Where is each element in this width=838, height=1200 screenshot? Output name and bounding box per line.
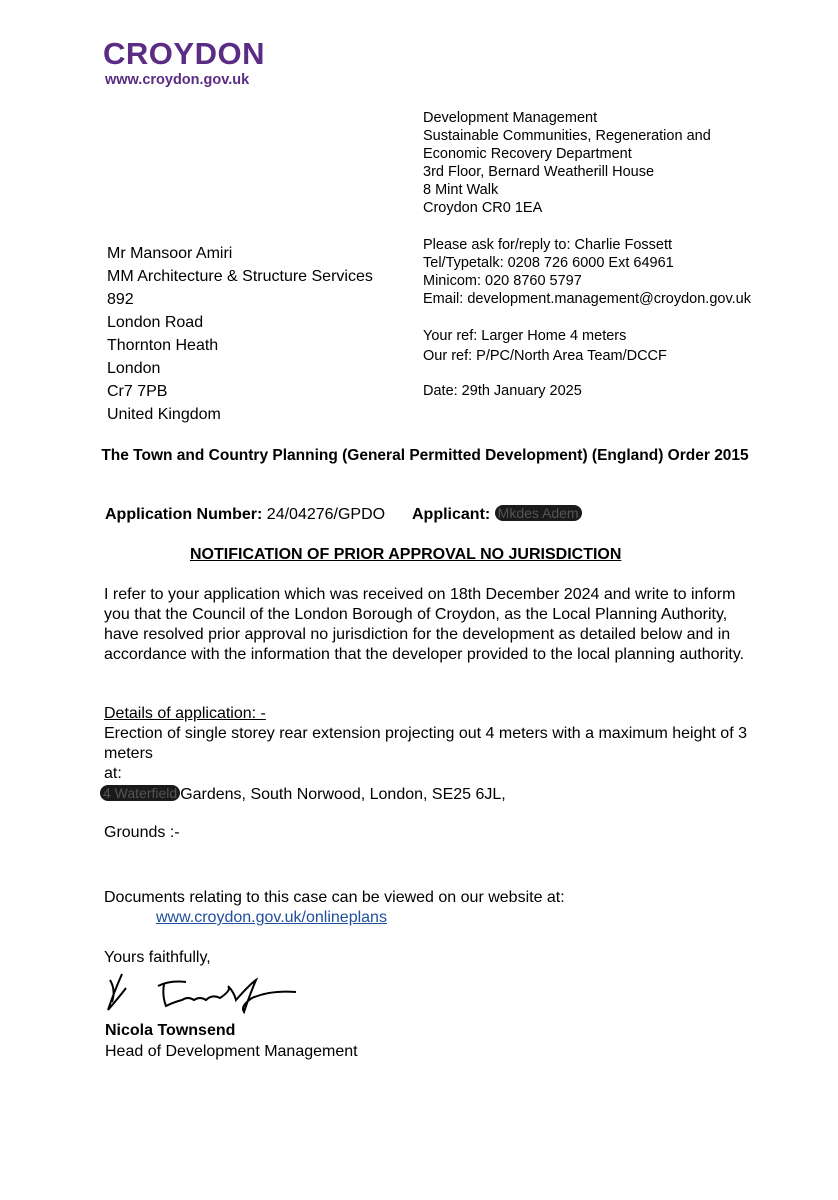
applicant-label: Applicant:: [412, 506, 491, 523]
details-at-label: at:: [104, 765, 122, 782]
application-line: [105, 505, 582, 525]
order-title: The Town and Country Planning (General Permitted Development) (England) Order 2015: [101, 447, 749, 464]
croydon-logo-wordmark: CROYDON: [103, 36, 265, 71]
contact-line: Tel/Typetalk: 0208 726 6000 Ext 64961: [423, 255, 674, 271]
applicant-name-redacted: Mkdes Adem: [495, 505, 582, 521]
recipient-line: MM Architecture & Structure Services: [107, 268, 373, 285]
sender-address-line: Development Management: [423, 110, 598, 126]
croydon-logo-url: www.croydon.gov.uk: [105, 72, 250, 88]
your-ref: Your ref: Larger Home 4 meters: [423, 328, 627, 344]
signer-name: Nicola Townsend: [105, 1022, 236, 1039]
site-address-text: Gardens, South Norwood, London, SE25 6JL,: [180, 786, 506, 803]
recipient-line: United Kingdom: [107, 406, 221, 423]
recipient-line: Cr7 7PB: [107, 383, 168, 400]
letter-date: Date: 29th January 2025: [423, 383, 582, 399]
details-description: Erection of single storey rear extension projecting out 4 meters with a maximum height of 3 meters: [104, 725, 747, 762]
sender-address-line: Sustainable Communities, Regeneration and: [423, 128, 711, 144]
recipient-line: Mr Mansoor Amiri: [107, 245, 233, 262]
details-heading: Details of application: -: [104, 705, 266, 722]
closing-salutation: Yours faithfully,: [104, 949, 211, 966]
grounds-label: Grounds :-: [104, 824, 180, 841]
recipient-line: Thornton Heath: [107, 337, 219, 354]
handwritten-signature: [100, 966, 310, 1018]
notification-title: NOTIFICATION OF PRIOR APPROVAL NO JURISDICTION: [190, 546, 622, 563]
our-ref: Our ref: P/PC/North Area Team/DCCF: [423, 348, 667, 364]
signer-title: Head of Development Management: [105, 1043, 358, 1060]
sender-address-line: Economic Recovery Department: [423, 146, 632, 162]
online-plans-link[interactable]: www.croydon.gov.uk/onlineplans: [156, 909, 387, 926]
references: [423, 326, 667, 366]
site-address-redacted: 4 Waterfield: [100, 785, 180, 801]
recipient-line: London: [107, 360, 161, 377]
application-number: 24/04276/GPDO: [266, 506, 386, 523]
contact-email: Email: development.management@croydon.gov.uk: [423, 291, 751, 307]
recipient-line: London Road: [107, 314, 204, 331]
recipient-address: [107, 242, 373, 426]
recipient-line: 892: [107, 291, 134, 308]
sender-address-line: 3rd Floor, Bernard Weatherill House: [423, 164, 655, 180]
intro-paragraph: I refer to your application which was received on 18th December 2024 and write to inform you that the Council of the London Borough of Croydon, as the Local Planning Authority, have resolved prior approval no jurisdiction for the development as detailed below and in accordance with the information that the developer provided to the local planning authority.: [104, 586, 745, 663]
documents-text: Documents relating to this case can be viewed on our website at:: [104, 889, 565, 906]
contact-details: [423, 236, 833, 308]
contact-line: Minicom: 020 8760 5797: [423, 273, 582, 289]
sender-address-line: 8 Mint Walk: [423, 182, 499, 198]
sender-address-line: Croydon CR0 1EA: [423, 200, 543, 216]
sender-address: [423, 109, 823, 217]
application-number-label: Application Number:: [105, 506, 263, 523]
contact-line: Please ask for/reply to: Charlie Fossett: [423, 237, 673, 253]
site-address: [100, 785, 506, 805]
